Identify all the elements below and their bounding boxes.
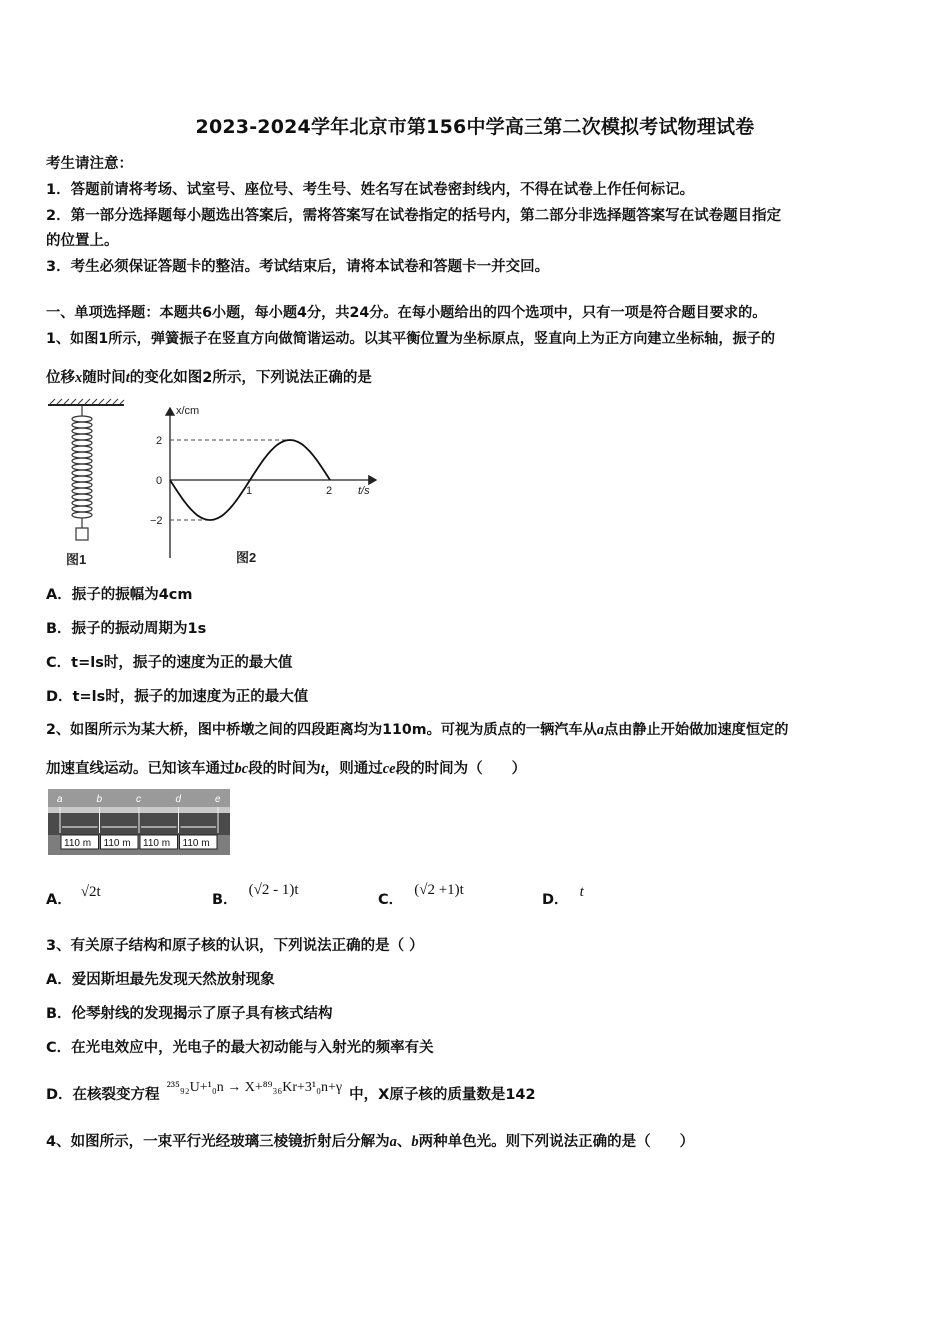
spring-coil-loop bbox=[72, 512, 92, 518]
bridge-segment-label: 110 m bbox=[64, 838, 92, 849]
x-tick-label: 2 bbox=[326, 485, 333, 497]
spring-coil-loop bbox=[72, 500, 92, 506]
bridge-segment-label: 110 m bbox=[103, 838, 131, 849]
q3-option-c[interactable]: C．在光电效应中，光电子的最大初动能与入射光的频率有关 bbox=[46, 1040, 434, 1056]
notice-item: 的位置上。 bbox=[46, 233, 119, 249]
x-tick-label: 1 bbox=[246, 485, 253, 497]
spring-coil-loop bbox=[72, 470, 92, 476]
question-1-stem: 1、如图1所示，弹簧振子在竖直方向做简谐运动。以其平衡位置为坐标原点，竖直向上为正方向建立坐标轴，振子的 bbox=[46, 331, 776, 347]
displacement-time-graph bbox=[140, 398, 385, 570]
q2-option-d-expr: t bbox=[579, 884, 584, 900]
q1-option-d[interactable]: D．t=ls时，振子的加速度为正的最大值 bbox=[46, 689, 309, 705]
q2-option-b[interactable]: B． (√2 - 1)t bbox=[212, 882, 299, 908]
bridge-point-label: a bbox=[57, 794, 63, 805]
spring-coil-loop bbox=[72, 452, 92, 458]
bridge-point-label: c bbox=[136, 794, 141, 805]
q2-option-a[interactable]: A． √2t bbox=[46, 884, 101, 908]
x-axis-label: t/s bbox=[358, 485, 370, 497]
q2-option-a-expr: √2t bbox=[80, 884, 101, 900]
spring-coil-loop bbox=[72, 488, 92, 494]
spring-coil-loop bbox=[72, 506, 92, 512]
spring-coil-loop bbox=[72, 422, 92, 428]
q1-option-c[interactable]: C．t=ls时，振子的速度为正的最大值 bbox=[46, 655, 293, 671]
notice-heading: 考生请注意： bbox=[46, 156, 133, 172]
y-axis-label: x/cm bbox=[176, 405, 200, 417]
q2-option-c[interactable]: C． (√2 +1)t bbox=[378, 882, 464, 908]
spring-coil-loop bbox=[72, 428, 92, 434]
bridge-point-label: d bbox=[175, 794, 182, 805]
question-3-stem: 3、有关原子结构和原子核的认识，下列说法正确的是（ ） bbox=[46, 938, 424, 954]
spring-coil-loop bbox=[72, 476, 92, 482]
y-tick-label: 2 bbox=[156, 435, 163, 447]
spring-coil-loop bbox=[72, 416, 92, 422]
q3-option-a[interactable]: A．爱因斯坦最先发现天然放射现象 bbox=[46, 972, 275, 988]
question-4-stem: 4、如图所示，一束平行光经玻璃三棱镜折射后分解为a、b两种单色光。则下列说法正确的是（ ） bbox=[46, 1134, 695, 1150]
spring-coil-loop bbox=[72, 434, 92, 440]
question-2-stem: 2、如图所示为某大桥，图中桥墩之间的四段距离均为110m。可视为质点的一辆汽车从a点由静止开始做加速度恒定的 bbox=[46, 722, 789, 738]
bridge-segment-label: 110 m bbox=[143, 838, 171, 849]
bridge-figure bbox=[48, 789, 230, 855]
figure-2-label: 图2 bbox=[236, 550, 257, 565]
bridge-point-label: b bbox=[96, 794, 103, 805]
spring-coil-loop bbox=[72, 482, 92, 488]
notice-item: 2．第一部分选择题每小题选出答案后，需将答案写在试卷指定的括号内，第二部分非选择题答案写在试卷题目指定 bbox=[46, 208, 782, 224]
y-tick-label: −2 bbox=[150, 515, 163, 527]
q2-option-b-expr: (√2 - 1)t bbox=[248, 882, 299, 898]
spring-coil-loop bbox=[72, 446, 92, 452]
section-heading: 一、单项选择题：本题共6小题，每小题4分，共24分。在每小题给出的四个选项中，只有一项是符合题目要求的。 bbox=[46, 305, 767, 321]
question-2-stem-cont: 加速直线运动。已知该车通过bc段的时间为t，则通过ce段的时间为（ ） bbox=[46, 761, 527, 777]
notice-item: 3．考生必须保证答题卡的整洁。考试结束后，请将本试卷和答题卡一并交回。 bbox=[46, 259, 550, 275]
q3-option-d[interactable]: D．在核裂变方程 ²³⁵₉₂U+¹₀n → X+⁸⁹₃₆Kr+3¹₀n+γ 中，X原子核的质量数是142 bbox=[46, 1080, 536, 1103]
q3-option-b[interactable]: B．伦琴射线的发现揭示了原子具有核式结构 bbox=[46, 1006, 333, 1022]
bridge-point-label: e bbox=[215, 794, 221, 805]
q1-option-a[interactable]: A．振子的振幅为4cm bbox=[46, 587, 193, 603]
notice-item: 1．答题前请将考场、试室号、座位号、考生号、姓名写在试卷密封线内，不得在试卷上作任何标记。 bbox=[46, 182, 695, 198]
figure-1-label: 图1 bbox=[66, 552, 87, 567]
spring-coil-loop bbox=[72, 440, 92, 446]
q2-option-d[interactable]: D． t bbox=[542, 884, 584, 908]
y-tick-label: 0 bbox=[156, 475, 163, 487]
page-title: 2023-2024学年北京市第156中学高三第二次模拟考试物理试卷 bbox=[195, 116, 755, 138]
fission-equation: ²³⁵₉₂U+¹₀n → X+⁸⁹₃₆Kr+3¹₀n+γ bbox=[166, 1080, 343, 1095]
q1-option-b[interactable]: B．振子的振动周期为1s bbox=[46, 621, 207, 637]
bridge-segment-label: 110 m bbox=[182, 838, 210, 849]
question-1-stem-cont: 位移x随时间t的变化如图2所示，下列说法正确的是 bbox=[46, 370, 372, 386]
q2-option-c-expr: (√2 +1)t bbox=[414, 882, 464, 898]
spring-oscillator-figure bbox=[44, 398, 130, 570]
spring-coil-loop bbox=[72, 494, 92, 500]
spring-coil-loop bbox=[72, 464, 92, 470]
spring-coil-loop bbox=[72, 458, 92, 464]
